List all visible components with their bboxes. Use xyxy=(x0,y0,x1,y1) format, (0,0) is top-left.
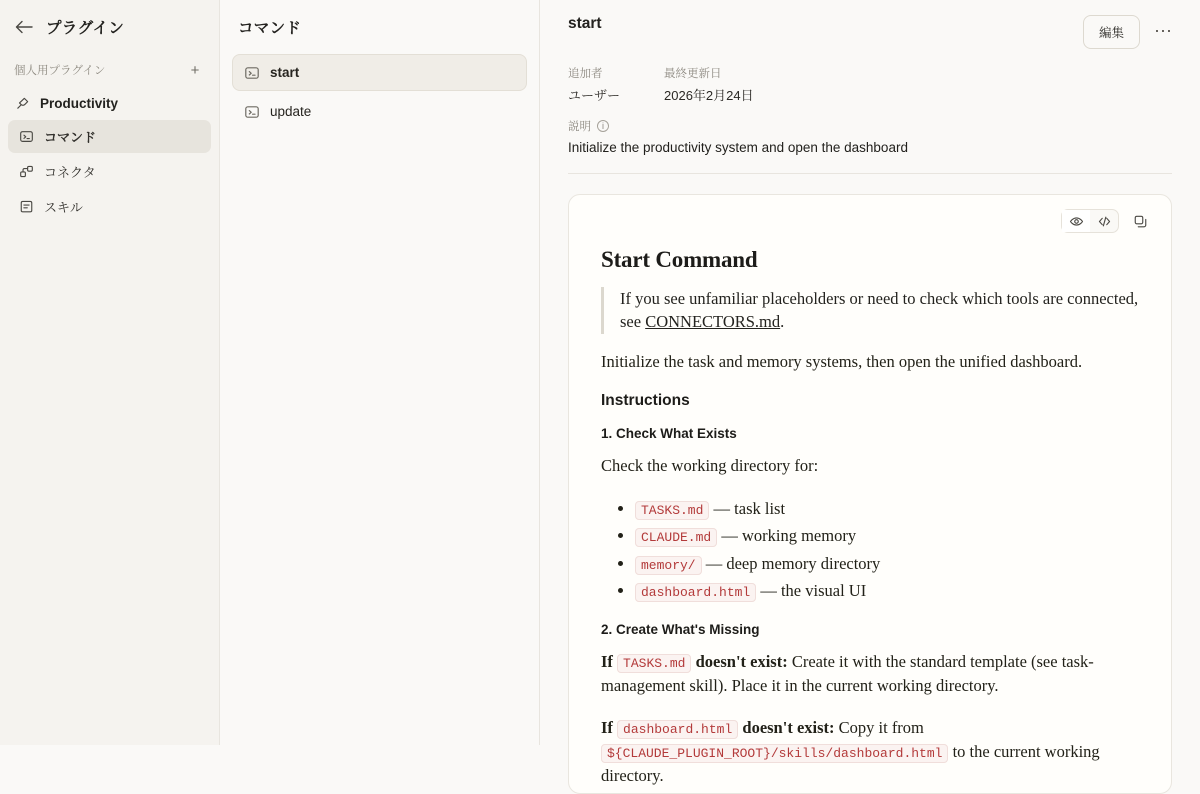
document-heading-section-1: 1. Check What Exists xyxy=(601,425,737,441)
info-icon[interactable]: i xyxy=(597,120,609,132)
description-label: 説明 xyxy=(568,121,591,133)
callout-note xyxy=(601,287,1139,334)
list-item-label: update xyxy=(270,104,312,119)
list-item xyxy=(635,578,1139,604)
more-options-button[interactable]: ··· xyxy=(1150,19,1176,45)
sidebar-plugin-productivity[interactable] xyxy=(0,88,219,118)
metadata-last-updated xyxy=(664,65,754,104)
edit-button[interactable]: 編集 xyxy=(1083,15,1140,49)
section-2-paragraph-1 xyxy=(601,650,1139,698)
arrow-left-icon[interactable] xyxy=(14,17,34,37)
sidebar-plugin-label: Productivity xyxy=(40,95,119,111)
list-item[interactable] xyxy=(232,93,527,130)
document-heading-section-2: 2. Create What's Missing xyxy=(601,621,760,637)
connector-icon xyxy=(18,164,34,180)
list-item-text: — working memory xyxy=(717,526,857,546)
command-file-icon xyxy=(243,103,260,120)
command-list-column xyxy=(220,0,540,745)
sidebar-section-header xyxy=(0,58,219,82)
command-icon xyxy=(18,129,34,145)
code-icon[interactable] xyxy=(1090,210,1118,232)
list-item-text: — task list xyxy=(709,498,786,518)
sidebar-item-commands[interactable] xyxy=(8,120,211,153)
view-mode-toggle[interactable] xyxy=(1061,209,1119,233)
paragraph-tail: to the current working directory. xyxy=(601,741,1100,785)
sidebar-item-label: スキル xyxy=(44,200,83,215)
sidebar-item-label: コネクタ xyxy=(44,165,96,180)
sidebar-item-connectors[interactable] xyxy=(8,155,211,188)
callout-text-after: . xyxy=(780,312,785,332)
paragraph-bold: doesn't exist: xyxy=(691,651,788,671)
description-label-row xyxy=(568,118,1172,134)
sidebar-item-skills[interactable] xyxy=(8,190,211,223)
sidebar-header xyxy=(0,0,219,52)
inline-code: TASKS.md xyxy=(617,654,691,673)
list-item[interactable] xyxy=(232,54,527,91)
command-list-title: コマンド xyxy=(238,20,302,37)
document-intro-paragraph: Initialize the task and memory systems, then open the unified dashboard. xyxy=(601,351,1083,371)
inline-code: dashboard.html xyxy=(617,720,738,739)
list-item xyxy=(635,523,1139,549)
command-file-icon xyxy=(243,64,260,81)
metadata-added-by xyxy=(568,65,620,104)
connectors-md-link[interactable]: CONNECTORS.md xyxy=(645,312,781,332)
document-body xyxy=(587,233,1153,788)
sidebar-section-label: 個人用プラグイン xyxy=(14,65,106,77)
sidebar-item-label: コマンド xyxy=(44,130,97,145)
list-item xyxy=(635,496,1139,522)
list-item-text: — the visual UI xyxy=(756,581,867,601)
sidebar xyxy=(0,0,220,745)
inline-code: TASKS.md xyxy=(635,501,709,520)
paragraph-rest: Create it with the standard template (see task-management skill). Place it in the current working directory. xyxy=(601,651,1094,695)
metadata-value: 2026年2月24日 xyxy=(664,88,754,103)
copy-icon[interactable] xyxy=(1127,210,1153,232)
paragraph-prefix: If xyxy=(601,651,618,671)
metadata-row xyxy=(540,49,1200,104)
divider xyxy=(568,173,1172,174)
inline-code: CLAUDE.md xyxy=(635,528,717,547)
inline-code-path: ${CLAUDE_PLUGIN_ROOT}/skills/dashboard.html xyxy=(601,744,948,763)
plus-icon[interactable]: + xyxy=(190,61,200,79)
list-item-text: — deep memory directory xyxy=(701,553,881,573)
detail-pane xyxy=(540,0,1200,785)
metadata-label: 最終更新日 xyxy=(664,68,722,80)
detail-header xyxy=(540,0,1200,49)
description-text: Initialize the productivity system and open the dashboard xyxy=(568,140,908,155)
skill-icon xyxy=(18,199,34,215)
document-heading-instructions: Instructions xyxy=(601,391,690,409)
detail-title: start xyxy=(568,15,602,32)
document-toolbar xyxy=(587,209,1153,233)
list-item-label: start xyxy=(270,65,300,80)
inline-code: dashboard.html xyxy=(635,583,756,602)
paragraph-bold: doesn't exist: xyxy=(738,717,835,737)
inline-code: memory/ xyxy=(635,556,702,575)
callout-text-before: If you see unfamiliar placeholders or need to check which tools are connected, see xyxy=(620,289,1139,332)
description-block xyxy=(540,104,1200,155)
plug-icon xyxy=(14,95,30,111)
eye-icon[interactable] xyxy=(1062,210,1090,232)
paragraph-prefix: If xyxy=(601,717,618,737)
section-2-paragraph-2 xyxy=(601,716,1139,788)
list-item xyxy=(635,551,1139,577)
detail-header-actions xyxy=(1083,15,1176,49)
paragraph-rest: Copy it from xyxy=(834,717,924,737)
page-title: プラグイン xyxy=(46,20,125,37)
document-heading-1: Start Command xyxy=(601,247,758,272)
section-1-paragraph: Check the working directory for: xyxy=(601,455,819,475)
metadata-value: ユーザー xyxy=(568,88,621,103)
document-preview-card xyxy=(568,194,1172,794)
section-1-list xyxy=(601,496,1139,604)
metadata-label: 追加者 xyxy=(568,68,603,80)
